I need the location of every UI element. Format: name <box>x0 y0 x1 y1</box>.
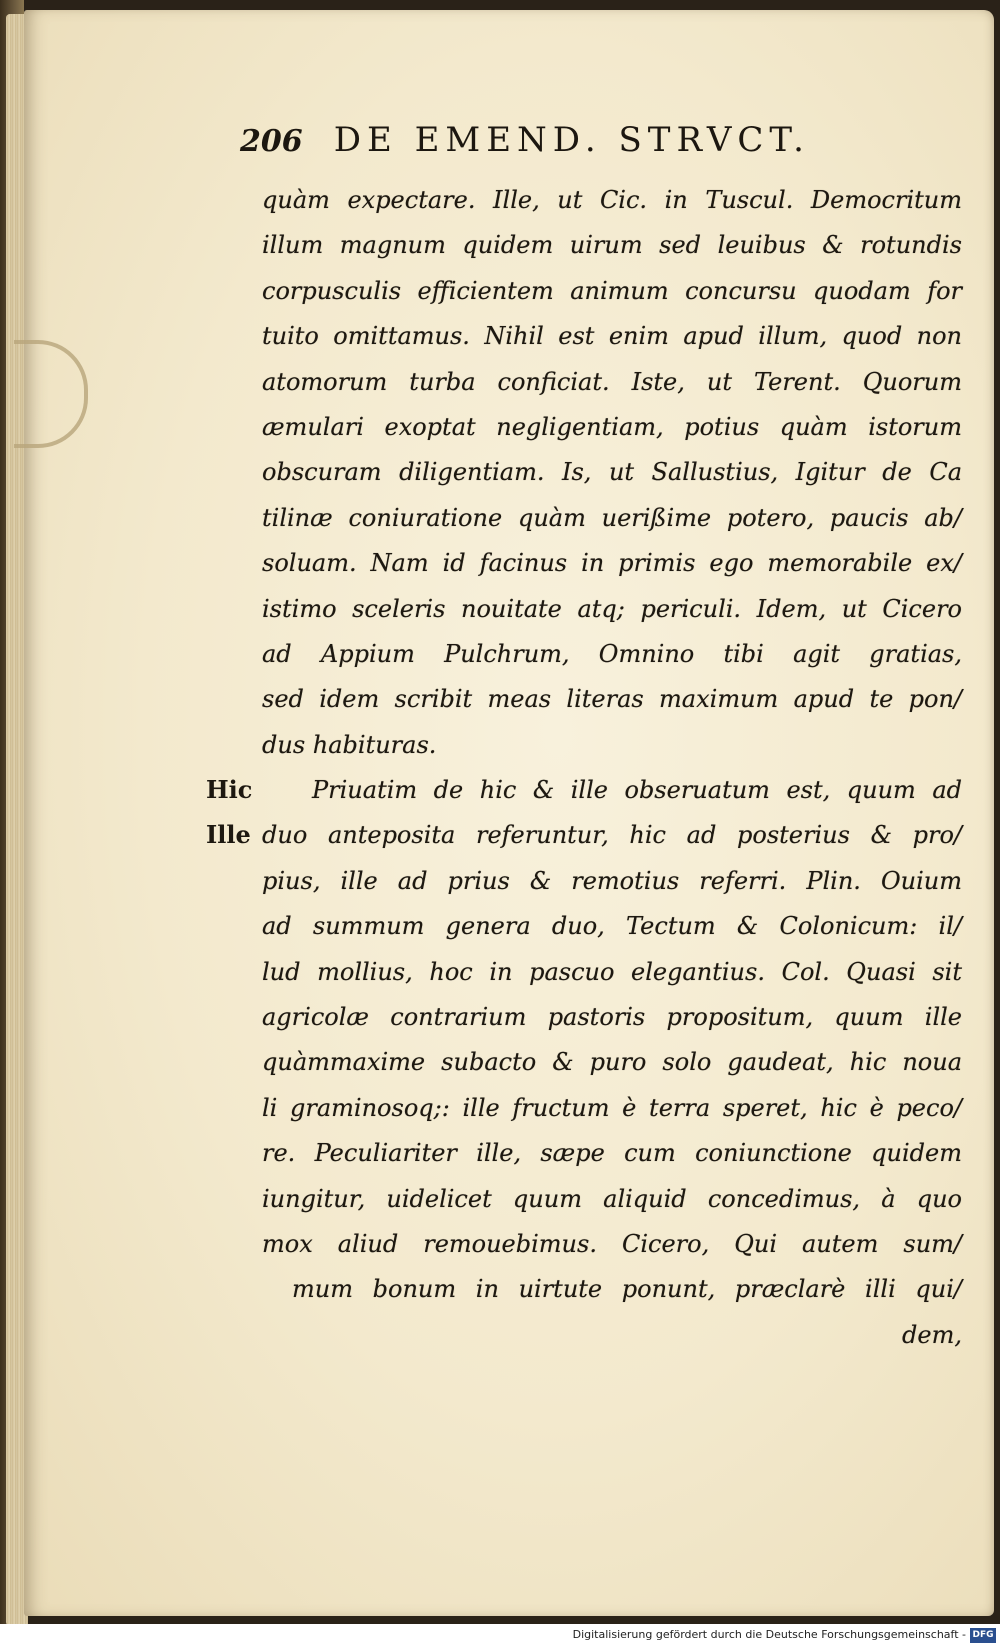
text-line: corpusculis efficientem animum concursu quodam for <box>262 276 962 305</box>
text-line: tuito omittamus. Nihil est enim apud illum, quod non <box>262 322 962 351</box>
running-title: DE EMEND. STRVCT. <box>333 120 810 160</box>
text-line: iungitur, uidelicet quum aliquid concedimus, à quo <box>262 1184 962 1213</box>
text-line: quàm expectare. Ille, ut Cic. in Tuscul. Democritum <box>262 186 962 214</box>
text-line: ad Appium Pulchrum, Omnino tibi agit gratias, <box>262 639 962 668</box>
text-line: quàmmaxime subacto & puro solo gaudeat, hic noua <box>262 1048 962 1077</box>
text-line: obscuram diligentiam. Is, ut Sallustius, Igitur de Ca <box>262 458 962 487</box>
clasp-ring <box>14 340 88 448</box>
marginal-note-hic: Hic <box>206 775 253 804</box>
page-number: 206 <box>240 124 303 159</box>
text-line: mum bonum in uirtute ponunt, præclarè illi qui/ <box>292 1275 962 1304</box>
text-line: illum magnum quidem uirum sed leuibus & rotundis <box>262 231 962 260</box>
text-line: mox aliud remouebimus. Cicero, Qui autem sum/ <box>262 1229 962 1258</box>
funding-credit: Digitalisierung gefördert durch die Deutsche Forschungsgemeinschaft - <box>572 1628 966 1641</box>
text-line: atomorum turba conficiat. Iste, ut Terent. Quorum <box>262 367 962 396</box>
text-line: ad summum genera duo, Tectum & Colonicum: il/ <box>262 912 962 941</box>
running-head <box>240 120 810 160</box>
digitization-footer <box>0 1624 1000 1648</box>
dfg-logo: DFG <box>970 1628 996 1643</box>
text-line: agricolæ contrarium pastoris propositum, quum ille <box>262 1003 962 1032</box>
text-line: li graminosoq;: ille fructum è terra speret, hic è peco/ <box>262 1093 962 1122</box>
text-line: æmulari exoptat negligentiam, potius quàm istorum <box>262 412 962 441</box>
marginal-note-ille: Ille <box>206 820 251 849</box>
text-line: soluam. Nam id facinus in primis ego memorabile ex/ <box>262 549 962 578</box>
text-line: re. Peculiariter ille, sæpe cum coniunctione quidem <box>262 1139 962 1168</box>
text-line: pius, ille ad prius & remotius referri. Plin. Ouium <box>262 866 962 895</box>
text-line: sed idem scribit meas literas maximum apud te pon/ <box>262 685 962 714</box>
body-text <box>262 178 962 1358</box>
text-line: duo anteposita referuntur, hic ad posterius & pro/ <box>262 821 962 850</box>
text-line: lud mollius, hoc in pascuo elegantius. Col. Quasi sit <box>262 957 962 986</box>
paragraph-start-line: Priuatim de hic & ille obseruatum est, quum ad <box>312 776 962 805</box>
text-line: istimo sceleris nouitate atq; periculi. Idem, ut Cicero <box>262 594 962 623</box>
text-line: dus habituras. <box>262 730 437 759</box>
text-line: tilinæ coniuratione quàm uerißime potero, paucis ab/ <box>262 503 962 532</box>
catchword: dem, <box>902 1320 962 1349</box>
